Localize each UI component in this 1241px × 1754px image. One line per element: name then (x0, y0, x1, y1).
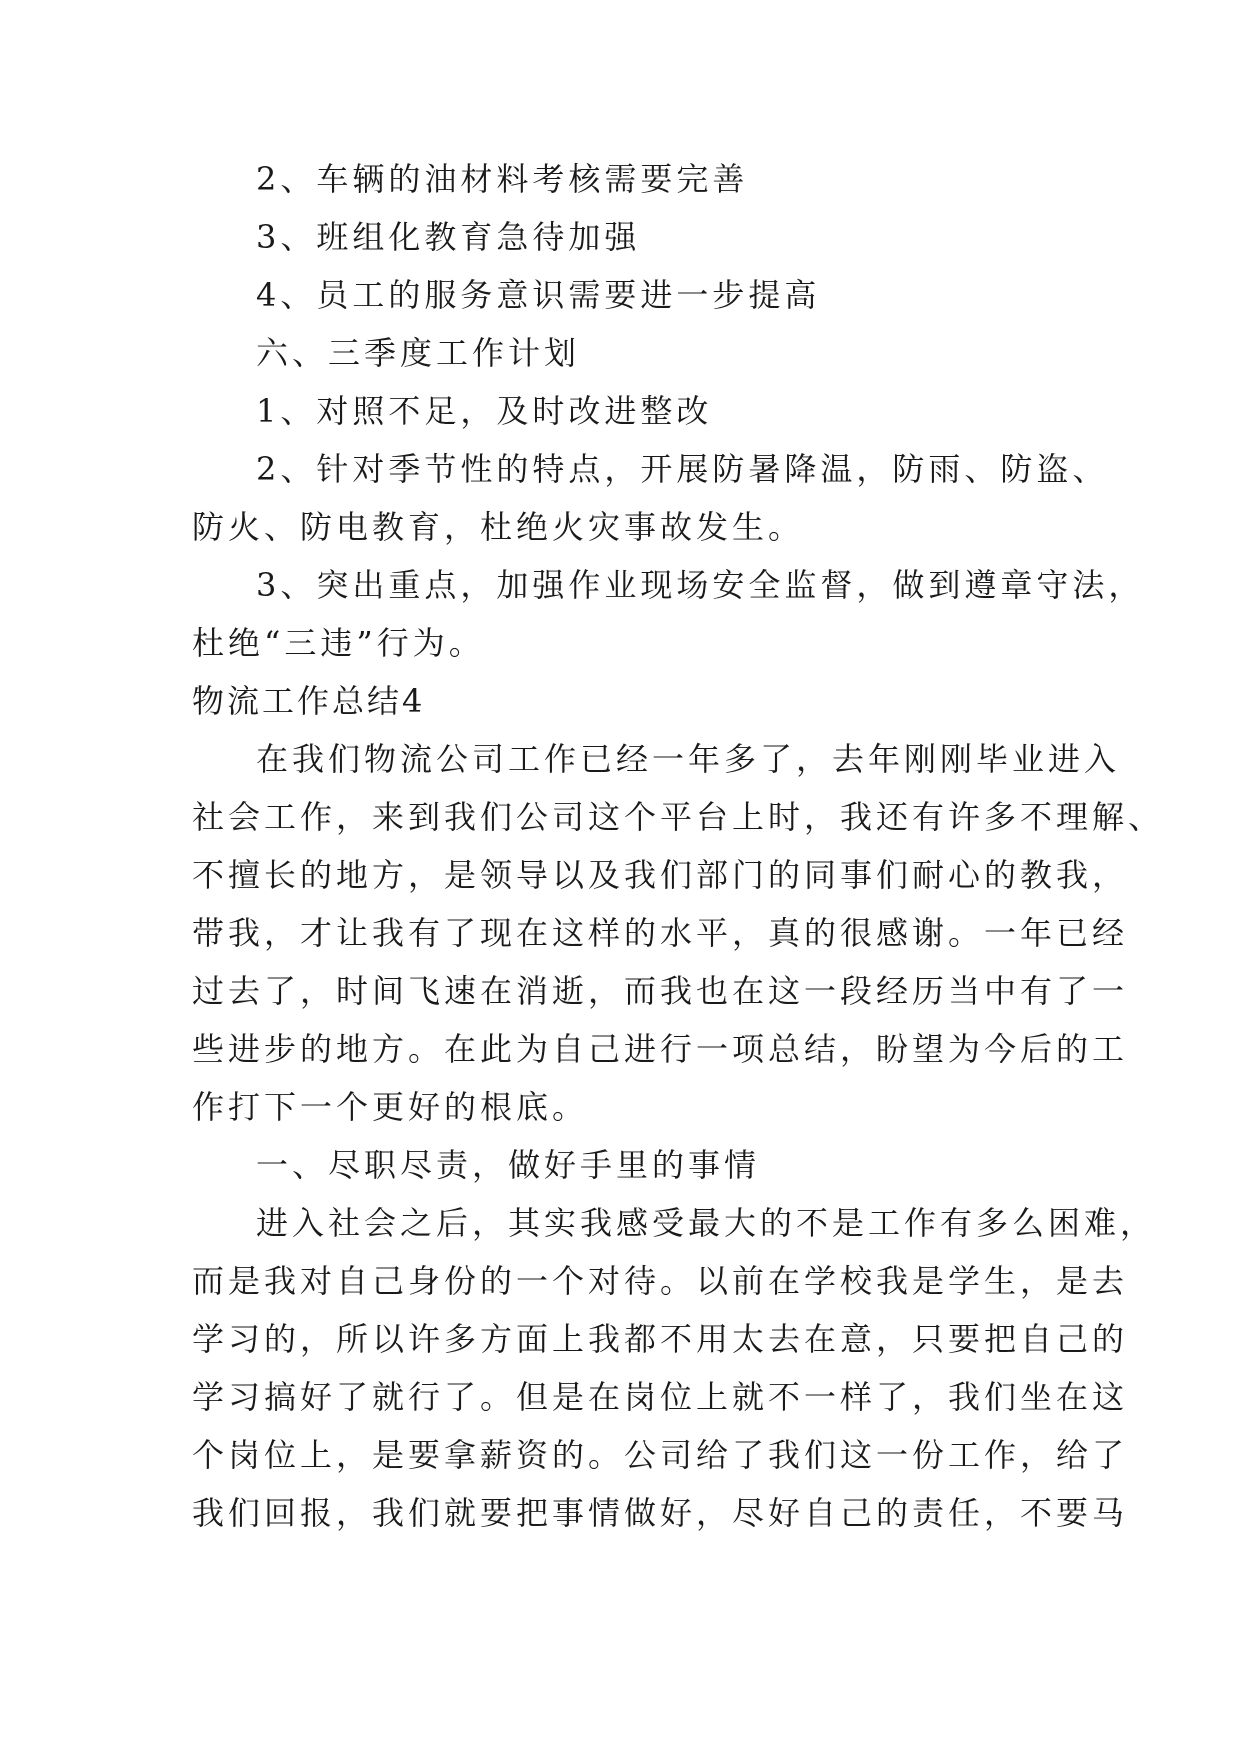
document-section-title: 物流工作总结4 (192, 682, 426, 720)
paragraph-line: 学习搞好了就行了。但是在岗位上就不一样了，我们坐在这 (192, 1378, 1129, 1416)
paragraph-line: 进入社会之后，其实我感受最大的不是工作有多么困难， (256, 1204, 1157, 1242)
paragraph-line: 3、班组化教育急待加强 (256, 218, 641, 256)
paragraph-line: 不擅长的地方，是领导以及我们部门的同事们耐心的教我， (192, 856, 1129, 894)
paragraph-line: 在我们物流公司工作已经一年多了，去年刚刚毕业进入 (256, 740, 1121, 778)
document-body (192, 150, 1165, 1542)
paragraph-line: 过去了，时间飞速在消逝，而我也在这一段经历当中有了一 (192, 972, 1129, 1010)
paragraph-line: 些进步的地方。在此为自己进行一项总结，盼望为今后的工 (192, 1030, 1129, 1068)
paragraph-line: 1、对照不足，及时改进整改 (256, 392, 713, 430)
paragraph-line: 4、员工的服务意识需要进一步提高 (256, 276, 821, 314)
paragraph-line: 个岗位上，是要拿薪资的。公司给了我们这一份工作，给了 (192, 1436, 1129, 1474)
paragraph-line: 带我，才让我有了现在这样的水平，真的很感谢。一年已经 (192, 914, 1129, 952)
section-heading: 六、三季度工作计划 (256, 334, 581, 372)
section-heading: 一、尽职尽责，做好手里的事情 (256, 1146, 761, 1184)
paragraph-line: 3、突出重点，加强作业现场安全监督，做到遵章守法， (256, 566, 1145, 604)
paragraph-line: 学习的，所以许多方面上我都不用太去在意，只要把自己的 (192, 1320, 1129, 1358)
paragraph-line: 我们回报，我们就要把事情做好，尽好自己的责任，不要马 (192, 1494, 1129, 1532)
paragraph-line: 2、车辆的油材料考核需要完善 (256, 160, 749, 198)
paragraph-line: 2、针对季节性的特点，开展防暑降温，防雨、防盗、 (256, 450, 1109, 488)
paragraph-line: 而是我对自己身份的一个对待。以前在学校我是学生，是去 (192, 1262, 1129, 1300)
paragraph-line: 杜绝“三违”行为。 (192, 624, 485, 662)
paragraph-line: 防火、防电教育，杜绝火灾事故发生。 (192, 508, 805, 546)
paragraph-line: 社会工作，来到我们公司这个平台上时，我还有许多不理解、 (192, 798, 1165, 836)
paragraph-line: 作打下一个更好的根底。 (192, 1088, 589, 1126)
